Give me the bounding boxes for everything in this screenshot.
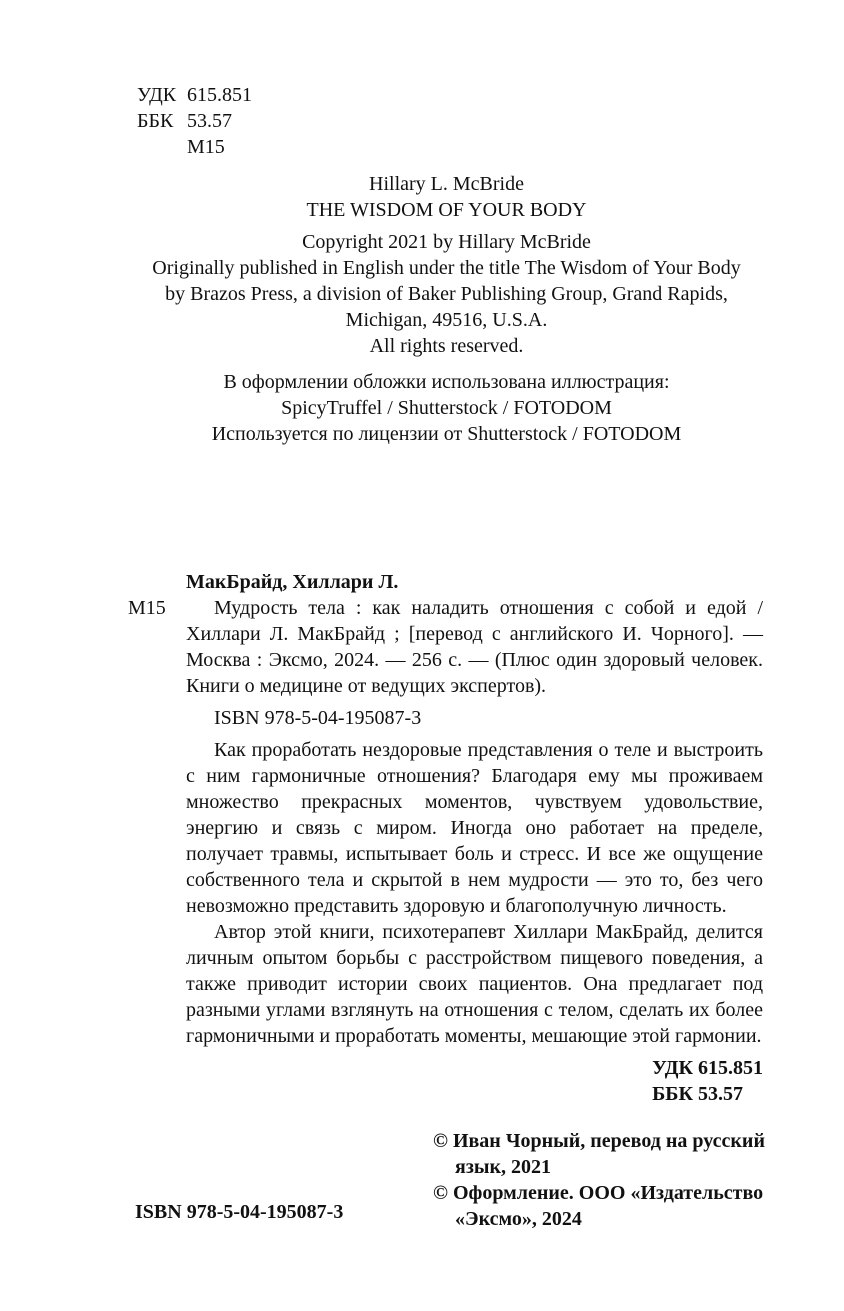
copyright-design: © Оформление. ООО «Издательство «Эксмо», 2024 [433,1182,764,1230]
annotation-paragraph: Автор этой книги, психотерапевт Хиллари МакБрайд, делится личным опытом борьбы с расстройством пищевого поведения, а также приводит истории своих пациентов. Она предлагает под разными углами взглянуть на отношения с телом, сделать их более гармоничными и проработать моменты, мешающие этой гармонии. [186,921,763,1047]
author-sign-line [137,134,252,160]
card-description: Мудрость тела : как наладить отношения с собой и едой / Хиллари Л. МакБрайд ; [перевод с английского И. Чорного]. — Москва : Эксмо, 2024. — 256 с. — (Плюс один здоровый человек. Книги о медицине от ведущих экспертов). [186,597,763,697]
author-sign: М15 [187,136,225,158]
footer-isbn: ISBN 978-5-04-195087-3 [135,1201,344,1223]
copyright-translation: © Иван Чорный, перевод на русский язык, 2021 [433,1130,765,1178]
original-edition-block [130,171,763,447]
card-body [130,595,763,1107]
bbk-value: 53.57 [187,110,232,132]
annotation-paragraph: Как проработать нездоровые представления о теле и выстроить с ним гармоничные отношения? Благодаря ему мы проживаем множество прекрасных моментов, чувствуем удовольствие, энергию и связь с миром. Иногда оно работает на пределе, получает травмы, испытывает боль и стресс. И все же ощущение собственного тела и скрытой в нем мудрости — это то, без чего невозможно представить здоровую и благополучную личность. [186,739,763,917]
cover-credit-line: Используется по лицензии от Shutterstock / FOTODOM [211,423,682,445]
cover-credit-block [130,369,763,447]
original-title: THE WISDOM OF YOUR BODY [306,199,587,221]
cover-credit-line: SpicyTruffel / Shutterstock / FOTODOM [281,397,612,419]
card-udk: УДК 615.851 [652,1057,763,1079]
card-author-sign: М15 [128,597,166,619]
cover-credit-line: В оформлении обложки использована иллюстрация: [223,371,670,393]
copyright-line: All rights reserved. [369,335,524,357]
card-author-heading: МакБрайд, Хиллари Л. [186,571,399,593]
udk-label: УДК [137,84,177,106]
copyright-line: Originally published in English under the title The Wisdom of Your Body [152,257,741,279]
copyright-line: Copyright 2021 by Hillary McBride [302,231,591,253]
card-isbn: ISBN 978-5-04-195087-3 [214,707,422,729]
copyright-line: by Brazos Press, a division of Baker Publishing Group, Grand Rapids, [165,283,728,305]
udk-value: 615.851 [187,84,252,106]
udk-line [137,82,252,108]
classification-codes [137,82,252,160]
footer-copyright-block [433,1128,765,1232]
original-copyright-block [130,229,763,359]
original-author: Hillary L. McBride [369,173,524,195]
card-bbk: ББК 53.57 [652,1083,744,1105]
catalog-card [130,569,763,1107]
copyright-line: Michigan, 49516, U.S.A. [345,309,548,331]
bbk-line [137,108,252,134]
bbk-label: ББК [137,110,174,132]
card-classification-codes [652,1055,763,1107]
